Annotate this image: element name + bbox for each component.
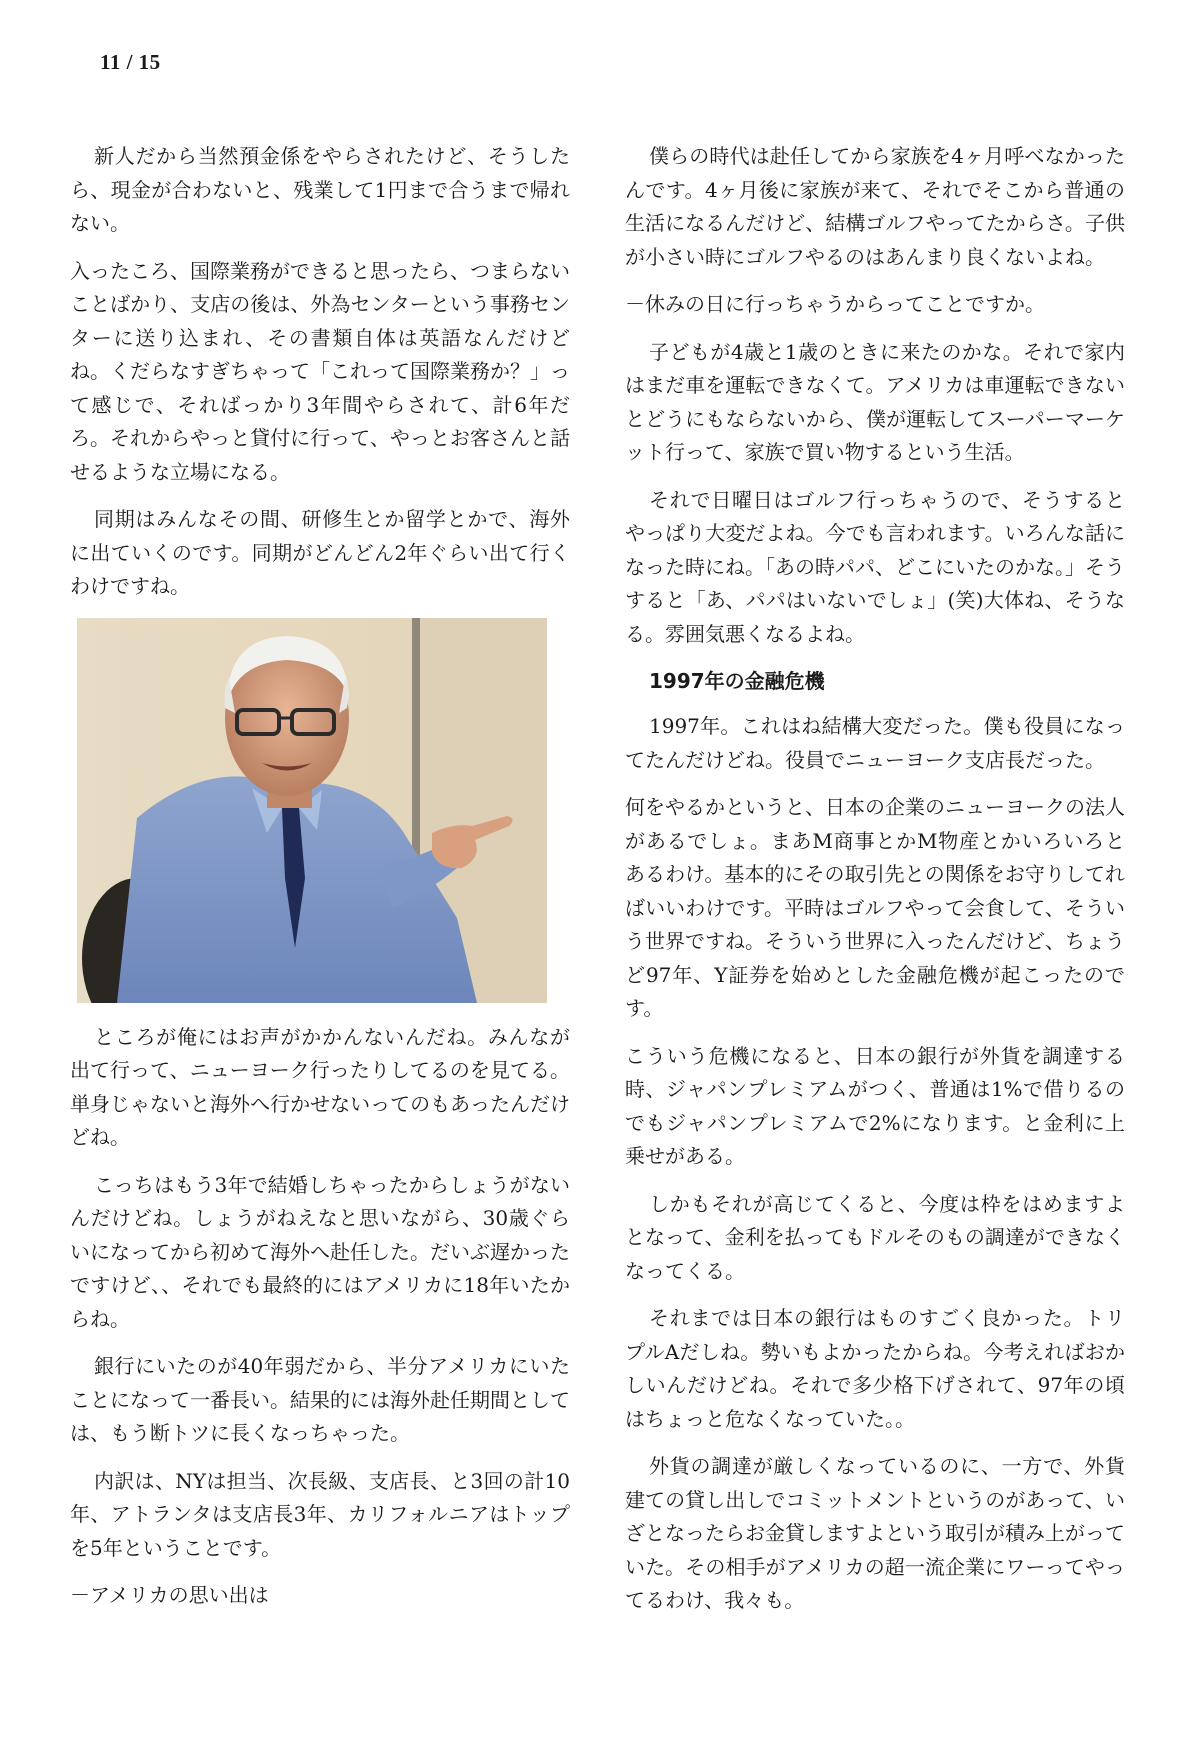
paragraph: こういう危機になると、日本の銀行が外貨を調達する時、ジャパンプレミアムがつく、普通は1%で借りるのでもジャパンプレミアムで2%になります。と金利に上乗せがある。	[625, 1043, 1125, 1168]
paragraph: 外貨の調達が厳しくなっているのに、一方で、外貨建ての貸し出しでコミットメントというのがあって、いざとなったらお金貸しますよという取引が積み上がっていた。その相手がアメリカの超一流企業にワーってやってるわけ、我々も。	[625, 1454, 1125, 1612]
page-number: 11 / 15	[100, 50, 161, 74]
paragraph: －アメリカの思い出は	[70, 1583, 269, 1607]
interview-photo	[77, 618, 547, 1003]
paragraph: こっちはもう3年で結婚しちゃったからしょうがないんだけどね。しょうがねえなと思いながら、30歳ぐらいになってから初めて海外へ赴任した。だいぶ遅かったですけど、、それでも最終的にはアメリカに18年いたからね。	[70, 1172, 570, 1331]
paragraph: 内訳は、NYは担当、次長級、支店長、と3回の計10年、アトランタは支店長3年、カリフォルニアはトップを5年ということです。	[70, 1468, 570, 1560]
paragraph: 僕らの時代は赴任してから家族を4ヶ月呼べなかったんです。4ヶ月後に家族が来て、それでそこから普通の生活になるんだけど、結構ゴルフやってたからさ。子供が小さい時にゴルフやるのはあんまり良くないよね。	[625, 144, 1125, 269]
paragraph: それまでは日本の銀行はものすごく良かった。トリプルAだしね。勢いもよかったからね。今考えればおかしいんだけどね。それで多少格下げされて、97年の頃はちょっと危なくなっていた。。	[625, 1306, 1125, 1431]
section-heading: 1997年の金融危機	[649, 669, 825, 693]
paragraph: －休みの日に行っちゃうからってことですか。	[625, 292, 1045, 316]
right-column	[625, 140, 1125, 1632]
paragraph: 何をやるかというと、日本の企業のニューヨークの法人があるでしょ。まあM商事とかM物産とかいろいろとあるわけ。基本的にその取引先との関係をお守りしてればいいわけです。平時はゴルフやって会食して、そういう世界ですね。そういう世界に入ったんだけど、ちょうど97年、Y証券を始めとした金融危機が起こったのです。	[625, 795, 1125, 1020]
paragraph: しかもそれが高じてくると、今度は枠をはめますよとなって、金利を払ってもドルそのもの調達ができなくなってくる。	[625, 1191, 1125, 1283]
paragraph: 銀行にいたのが40年弱だから、半分アメリカにいたことになって一番長い。結果的には海外赴任期間としては、もう断トツに長くなっちゃった。	[70, 1354, 570, 1445]
paragraph: 1997年。これはね結構大変だった。僕も役員になってたんだけどね。役員でニューヨーク支店長だった。	[625, 714, 1125, 772]
paragraph: それで日曜日はゴルフ行っちゃうので、そうするとやっぱり大変だよね。今でも言われます。いろんな話になった時にね。「あの時パパ、どこにいたのかな。」そうすると「あ、パパはいないでしょ」(笑)大体ね、そうなる。雰囲気悪くなるよね。	[625, 487, 1125, 646]
left-column	[70, 140, 570, 1627]
paragraph: 同期はみんなその間、研修生とか留学とかで、海外に出ていくのです。同期がどんどん2年ぐらい出て行くわけですね。	[70, 507, 570, 598]
paragraph: 入ったころ、国際業務ができると思ったら、つまらないことばかり、支店の後は、外為センターという事務センターに送り込まれ、その書類自体は英語なんだけどね。くだらなすぎちゃって「これって国際業務か？」って感じで、そればっかり3年間やらされて、計6年だろ。それからやっと貸付に行って、やっとお客さんと話せるような立場になる。	[70, 258, 570, 484]
paragraph: ところが俺にはお声がかかんないんだね。みんなが出て行って、ニューヨーク行ったりしてるのを見てる。単身じゃないと海外へ行かせないってのもあったんだけどね。	[70, 1024, 570, 1149]
paragraph: 子どもが4歳と1歳のときに来たのかな。それで家内はまだ車を運転できなくて。アメリカは車運転できないとどうにもならないから、僕が運転してスーパーマーケット行って、家族で買い物するという生活。	[625, 339, 1125, 464]
paragraph: 新人だから当然預金係をやらされたけど、そうしたら、現金が合わないと、残業して1円まで合うまで帰れない。	[70, 144, 570, 235]
